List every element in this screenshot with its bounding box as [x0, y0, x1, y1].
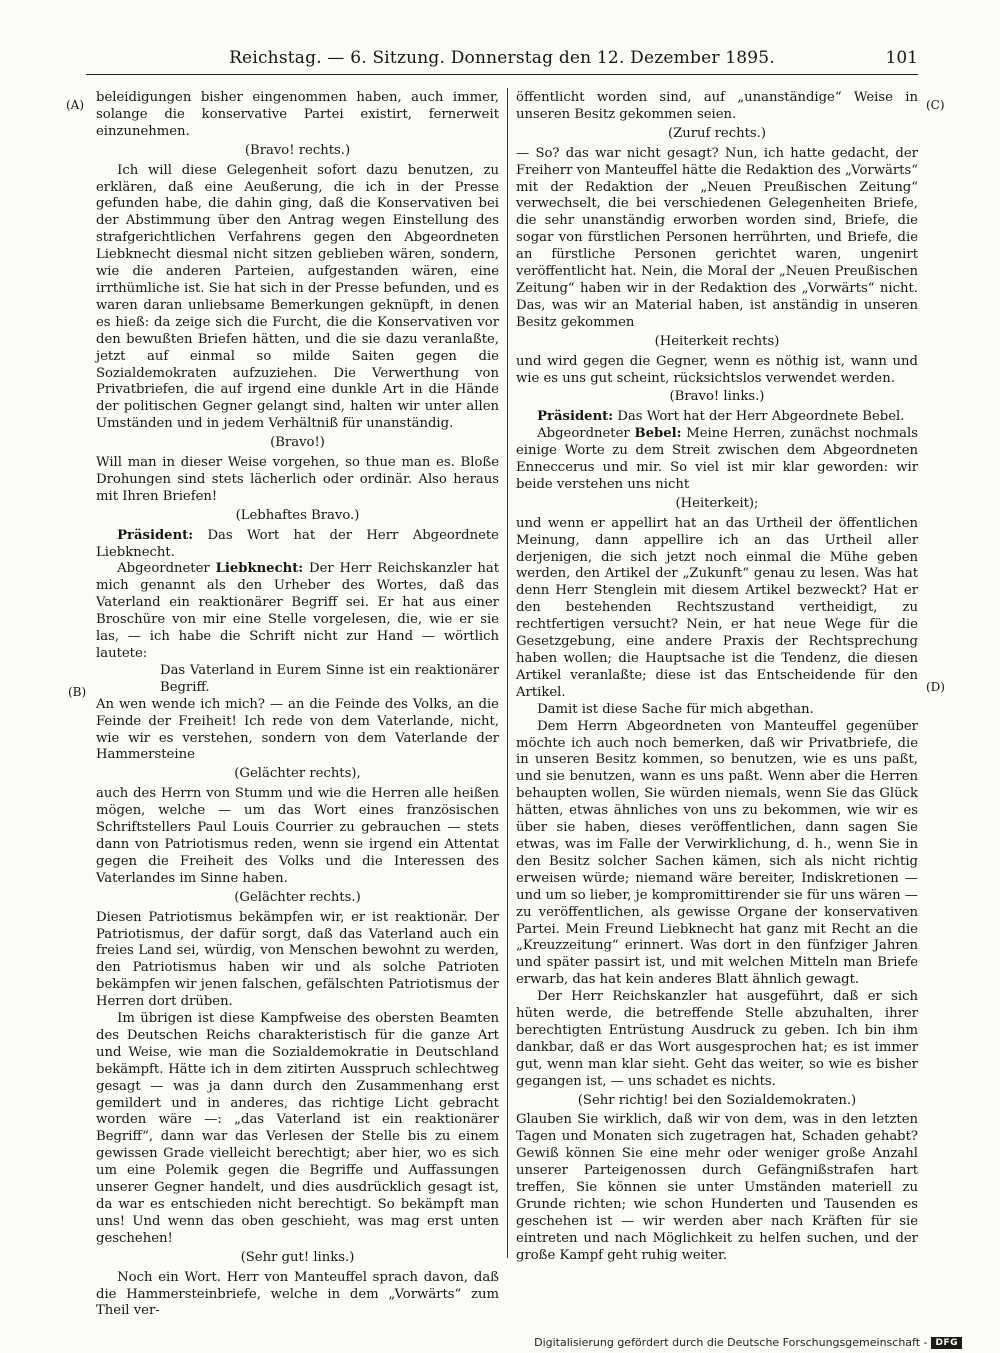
body-paragraph: Will man in dieser Weise vorgehen, so thue man es. Bloße Drohungen sind stets lächerlich oder ordinär. Also heraus mit Ihren Briefen! [96, 455, 499, 504]
running-title: Reichstag. — 6. Sitzung. Donnerstag den 12. Dezember 1895. [229, 48, 775, 68]
margin-marker-a: (A) [66, 98, 85, 112]
body-paragraph: Im übrigen ist diese Kampfweise des obersten Beamten des Deutschen Reichs charakteristisch für die ganze Art und Weise, wie man die Sozialdemokratie in Deutschland bekämpft. Hätte ich in dem zitirten Ausspruch schlechtweg gesagt — was ja dann durch den Zusammenhang erst gemildert und in anderes, das richtige Licht gebracht worden wäre —: „das Vaterland ist ein reaktionärer Begriff“, dann war das Verlesen der Stelle bis zu einem gewissen Grade vielleicht berechtigt; aber hier, wo es sich um eine Polemik gegen die Begriffe und Auffassungen unserer Gegner handelt, und dies ausdrücklich gesagt ist, da war es entschieden nicht berechtigt. So bekämpft man uns! Und wenn das oben geschieht, was mag erst unten geschehen! [96, 1011, 499, 1246]
body-paragraph: Der Herr Reichskanzler hat ausgeführt, daß er sich hüten werde, die betreffende Stelle abzuhalten, ihrer berechtigten Entrüstung Ausdruck zu geben. Ich bin ihm dankbar, daß er das Wort ausgesprochen hat; es ist immer gut, wenn man klar sieht. Geht das weiter, so wie es bisher gegangen ist, — uns schadet es nichts. [516, 989, 918, 1089]
right-column [516, 90, 918, 1265]
body-paragraph: öffentlicht worden sind, auf „unanständige“ Weise in unseren Besitz gekommen seien. [516, 90, 918, 122]
body-paragraph: Diesen Patriotismus bekämpfen wir, er ist reaktionär. Der Patriotismus, der dafür sorgt, daß das Vaterland auch ein freies Land sei, würdig, von Menschen bewohnt zu werden, den Patriotismus haben wir und als solche Patrioten bekämpfen wir jenen falschen, gefälschten Patriotismus der Herren dort drüben. [96, 909, 499, 1010]
interjection: (Gelächter rechts.) [234, 889, 361, 905]
body-paragraph: Dem Herrn Abgeordneten von Manteuffel gegenüber möchte ich auch noch bemerken, daß wir Privatbriefe, die in unseren Besitz kommen, so benutzen, wie es uns paßt, und sie benutzen, wann es uns paßt. Wenn aber die Herren behaupten wollen, Sie würden niemals, wenn Sie das Glück hätten, etwas ähnliches von uns zu bekommen, wie wir es über sie haben, dieses veröffentlichen, dann sagen Sie etwas, was im Falle der Verwirklichung, d. h., wenn Sie in den Besitz solcher Sachen kämen, sich als nicht richtig erweisen würde; niemand wäre bereiter, Indiskretionen — und um so lieber, je kompromittirender sie für uns wären — zu veröffentlichen, als gewisse Organe der konservativen Partei. Mein Freund Liebknecht hat ganz mit Recht an die „Kreuzzeitung“ erinnert. Was dort in den fünfziger Jahren und später passirt ist, und mit welchen Mitteln man Briefe erwarb, das hat kein anderes Blatt ähnlich gewagt. [516, 718, 918, 988]
left-column [96, 90, 499, 1320]
body-paragraph: An wen wende ich mich? — an die Feinde des Volks, an die Feinde der Freiheit! Ich rede von dem Vaterlande, nicht, wie wir es verstehen, sondern von dem Vaterlande der Hammersteine [96, 696, 499, 763]
speaker-name: Präsident: [537, 409, 614, 425]
speaker-name: Bebel: [634, 426, 682, 442]
body-paragraph: Ich will diese Gelegenheit sofort dazu benutzen, zu erklären, daß eine Aeußerung, die ich in der Presse gefunden habe, die dahin ging, daß die Konservativen bei der Abstimmung über den Antrag wegen Einstellung des strafgerichtlichen Verfahrens gegen den Abgeordneten Liebknecht diesmal nicht sitzen geblieben wären, sondern, wie die anderen Parteien, aufgestanden wären, eine irrthümliche ist. Sie hat sich in der Presse befunden, und es waren daran unliebsame Bemerkungen geknüpft, in denen es hieß: da zeige sich die Furcht, die die Konservativen vor den bewußten Briefen hätten, und die sie dazu veranlaßte, jetzt auf einmal so milde Saiten gegen die Sozialdemokraten aufzuziehen. Die Verwerthung von Privatbriefen, die auf irgend eine dunkle Art in die Hände der politischen Gegner gelangt sind, halten wir unter allen Umständen und in jedem Verhältniß für unanständig. [96, 162, 499, 432]
speaker-name: Präsident: [117, 527, 194, 543]
speaker-paragraph [96, 528, 499, 562]
page-number: 101 [885, 48, 918, 68]
speech-text: Meine Herren, zunächst nochmals einige Worte zu dem Streit zwischen dem Abgeordneten Enneccerus und mir. So viel ist mir klar geworden: wir beide verstehen uns nicht [516, 426, 918, 492]
body-paragraph: Damit ist diese Sache für mich abgethan. [537, 701, 814, 717]
body-paragraph: und wenn er appellirt hat an das Urtheil der öffentlichen Meinung, dann appellire ich an das Urtheil aller derjenigen, die sich jetzt noch einmal die Mühe geben werden, den Artikel der „Zukunft“ genau zu lesen. Was hat denn Herr Stenglein mit diesem Artikel bezweckt? Hat er den bestehenden Rechtszustand vertheidigt, zu rechtfertigen versucht? Nein, er hat neue Wege für die Gesetzgebung, eine andere Praxis der Rechtsprechung haben wollen; die Hauptsache ist die Tendenz, die diesen Artikel veranlaßte; diese ist das Entscheidende für den Artikel. [516, 515, 918, 700]
interjection: (Heiterkeit); [675, 495, 759, 511]
column-divider [507, 88, 508, 1258]
dfg-logo: DFG [931, 1337, 962, 1349]
speaker-prefix: Abgeordneter [537, 426, 635, 442]
quoted-passage: Das Vaterland in Eurem Sinne ist ein reaktionärer Begriff. [160, 662, 499, 695]
page-header [86, 44, 918, 75]
body-paragraph: und wird gegen die Gegner, wenn es nöthig ist, wann und wie es uns gut scheint, rücksichtslos verwendet werden. [516, 353, 918, 386]
margin-marker-b: (B) [68, 685, 87, 699]
speaker-paragraph [96, 561, 499, 662]
body-paragraph: beleidigungen bisher eingenommen haben, auch immer, solange die konservative Partei existirt, fernerweit einzunehmen. [96, 90, 499, 139]
interjection: (Bravo! links.) [669, 389, 765, 405]
footer-credit [534, 1336, 962, 1349]
body-paragraph: — So? das war nicht gesagt? Nun, ich hatte gedacht, der Freiherr von Manteuffel hätte die Redaktion des „Vorwärts“ mit der Redaktion der „Neuen Preußischen Zeitung“ verwechselt, die bei verschiedenen Gelegenheiten Briefe, die sehr unanständig erworben worden sind, Briefe, die sogar von fürstlichen Personen herrührten, und Briefe, die an fürstliche Personen gerichtet waren, ungenirt veröffentlicht hat. Nein, die Moral der „Neuen Preußischen Zeitung“ haben wir in der Redaktion des „Vorwärts“ nicht. Das, was wir an Material haben, ist anständig in unseren Besitz gekommen [516, 145, 918, 330]
margin-marker-c: (C) [926, 98, 945, 112]
interjection: (Heiterkeit rechts) [654, 333, 780, 349]
interjection: (Sehr gut! links.) [240, 1249, 355, 1265]
interjection: (Bravo!) [270, 435, 325, 451]
body-paragraph: auch des Herrn von Stumm und wie die Herren alle heißen mögen, welche — um das Wort eines französischen Schriftstellers Paul Louis Courrier zu gebrauchen — stets dann von Patriotismus reden, wenn sie irgend ein Attentat gegen die Freiheit des Volks und die Interessen des Vaterlandes im Sinne haben. [96, 786, 499, 886]
interjection: (Lebhaftes Bravo.) [235, 507, 360, 523]
margin-marker-d: (D) [926, 680, 945, 694]
speaker-prefix: Abgeordneter [117, 561, 216, 577]
body-paragraph: Glauben Sie wirklich, daß wir von dem, was in den letzten Tagen und Monaten sich zugetragen hat, Schaden gehabt? Gewiß können Sie eine mehr oder weniger große Anzahl unserer Parteigenossen durch Gefängnißstrafen hart treffen, Sie können sie unter Umständen materiell zu Grunde richten; wie schon Hunderten und Tausenden es geschehen ist — wir werden aber nach Kräften für sie eintreten und nach Möglichkeit zu helfen suchen, und der große Kampf geht ruhig weiter. [516, 1112, 918, 1263]
interjection: (Sehr richtig! bei den Sozialdemokraten.) [577, 1092, 857, 1108]
speech-text: Das Wort hat der Herr Abgeordnete Bebel. [613, 409, 905, 425]
speech-text: Das Wort hat der Herr Abgeordnete Liebknecht. [96, 527, 499, 560]
body-paragraph: Noch ein Wort. Herr von Manteuffel sprach davon, daß die Hammersteinbriefe, welche in dem „Vorwärts“ zum Theil ver- [96, 1269, 499, 1319]
interjection: (Gelächter rechts), [234, 766, 361, 782]
digitization-credit: Digitalisierung gefördert durch die Deutsche Forschungsgemeinschaft - [534, 1336, 928, 1349]
speech-text: Der Herr Reichskanzler hat mich genannt als den Urheber des Wortes, daß das Vaterland ein reaktionärer Begriff sei. Er hat aus einer Broschüre von mir eine Stelle vorgelesen, die, wie er sie las, — ich habe die Schrift nicht zur Hand — wörtlich lautete: [96, 561, 499, 661]
speaker-name: Liebknecht: [215, 561, 304, 577]
speaker-paragraph [516, 426, 918, 494]
interjection: (Zuruf rechts.) [667, 125, 767, 141]
speaker-paragraph [516, 409, 918, 426]
interjection: (Bravo! rechts.) [244, 142, 351, 158]
